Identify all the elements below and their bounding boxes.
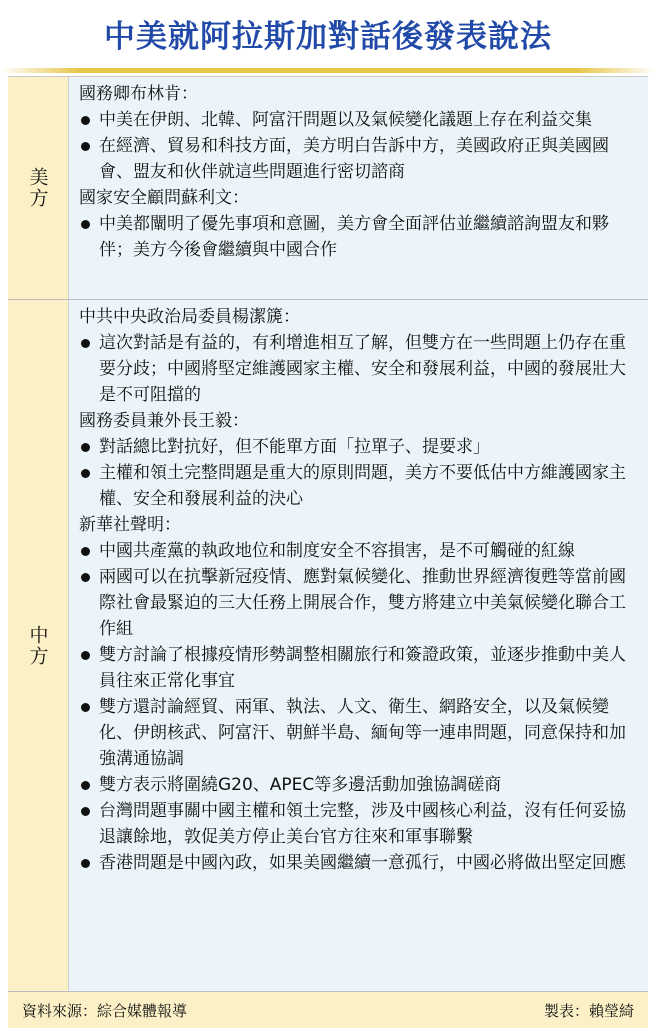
source-note: 資料來源：綜合媒體報導 bbox=[22, 1001, 188, 1020]
bullet-dot-icon bbox=[81, 859, 90, 868]
list-item bbox=[79, 460, 638, 512]
list-item bbox=[79, 107, 638, 133]
footer bbox=[8, 992, 648, 1028]
list-item bbox=[79, 564, 638, 642]
bullet-dot-icon bbox=[81, 339, 90, 348]
credit-note: 製表：賴瑩綺 bbox=[543, 1001, 634, 1020]
list-item bbox=[79, 850, 638, 876]
list-item bbox=[79, 772, 638, 798]
list-item bbox=[79, 798, 638, 850]
bullet-dot-icon bbox=[81, 781, 90, 790]
bullet-dot-icon bbox=[81, 142, 90, 151]
title-underline bbox=[0, 68, 656, 73]
list-item bbox=[79, 538, 638, 564]
bullet-text: 這次對話是有益的，有利增進相互了解，但雙方在一些問題上仍存在重要分歧；中國將堅定維護國家主權、安全和發展利益，中國的發展壯大是不可阻擋的 bbox=[99, 333, 626, 405]
bullet-dot-icon bbox=[81, 651, 90, 660]
bullet-dot-icon bbox=[81, 469, 90, 478]
us-content bbox=[69, 77, 648, 299]
bullet-dot-icon bbox=[81, 547, 90, 556]
page-title: 中美就阿拉斯加對話後發表說法 bbox=[104, 18, 552, 55]
speaker-wang-yi: 國務委員兼外長王毅： bbox=[79, 411, 249, 431]
speaker-blinken: 國務卿布林肯： bbox=[79, 84, 198, 104]
cn-section bbox=[8, 300, 648, 992]
list-item bbox=[79, 694, 638, 772]
speaker-yang-jiechi: 中共中央政治局委員楊潔篪： bbox=[79, 307, 300, 327]
cn-label: 中方 bbox=[26, 624, 49, 667]
bullet-text: 對話總比對抗好，但不能單方面「拉單子、提要求」 bbox=[99, 437, 490, 457]
bullet-text: 中美都闡明了優先事項和意圖，美方會全面評估並繼續諮詢盟友和夥伴；美方今後會繼續與中國合作 bbox=[99, 214, 609, 260]
bullet-text: 香港問題是中國內政，如果美國繼續一意孤行，中國必將做出堅定回應 bbox=[99, 853, 626, 873]
list-item bbox=[79, 434, 638, 460]
bullet-text: 中國共產黨的執政地位和制度安全不容損害，是不可觸碰的紅線 bbox=[99, 541, 575, 561]
bullet-text: 台灣問題事關中國主權和領土完整，涉及中國核心利益，沒有任何妥協退讓餘地，敦促美方停止美台官方往來和軍事聯繫 bbox=[99, 801, 626, 847]
list-item bbox=[79, 642, 638, 694]
bullet-dot-icon bbox=[81, 807, 90, 816]
bullet-dot-icon bbox=[81, 573, 90, 582]
bullet-dot-icon bbox=[81, 220, 90, 229]
speaker-xinhua: 新華社聲明： bbox=[79, 515, 181, 535]
statements-table bbox=[8, 76, 648, 992]
bullet-text: 在經濟、貿易和科技方面，美方明白告訴中方，美國政府正與美國國會、盟友和伙伴就這些問題進行密切諮商 bbox=[99, 136, 609, 182]
bullet-dot-icon bbox=[81, 443, 90, 452]
us-section bbox=[8, 77, 648, 300]
bullet-dot-icon bbox=[81, 116, 90, 125]
bullet-text: 主權和領土完整問題是重大的原則問題，美方不要低估中方維護國家主權、安全和發展利益的決心 bbox=[99, 463, 626, 509]
cn-label-cell bbox=[8, 300, 69, 991]
us-label-cell bbox=[8, 77, 69, 299]
bullet-text: 雙方表示將圍繞G20、APEC等多邊活動加強協調磋商 bbox=[99, 775, 502, 795]
speaker-sullivan: 國家安全顧問蘇利文： bbox=[79, 188, 249, 208]
bullet-dot-icon bbox=[81, 703, 90, 712]
bullet-text: 雙方還討論經貿、兩軍、執法、人文、衛生、網路安全，以及氣候變化、伊朗核武、阿富汗、朝鮮半島、緬甸等一連串問題，同意保持和加強溝通協調 bbox=[99, 697, 626, 769]
bullet-text: 中美在伊朗、北韓、阿富汗問題以及氣候變化議題上存在利益交集 bbox=[99, 110, 592, 130]
bullet-text: 雙方討論了根據疫情形勢調整相關旅行和簽證政策，並逐步推動中美人員往來正常化事宜 bbox=[99, 645, 626, 691]
list-item bbox=[79, 133, 638, 185]
bullet-text: 兩國可以在抗擊新冠疫情、應對氣候變化、推動世界經濟復甦等當前國際社會最緊迫的三大任務上開展合作，雙方將建立中美氣候變化聯合工作組 bbox=[99, 567, 626, 639]
list-item bbox=[79, 330, 638, 408]
cn-content bbox=[69, 300, 648, 991]
us-label: 美方 bbox=[26, 167, 49, 209]
list-item bbox=[79, 211, 638, 263]
